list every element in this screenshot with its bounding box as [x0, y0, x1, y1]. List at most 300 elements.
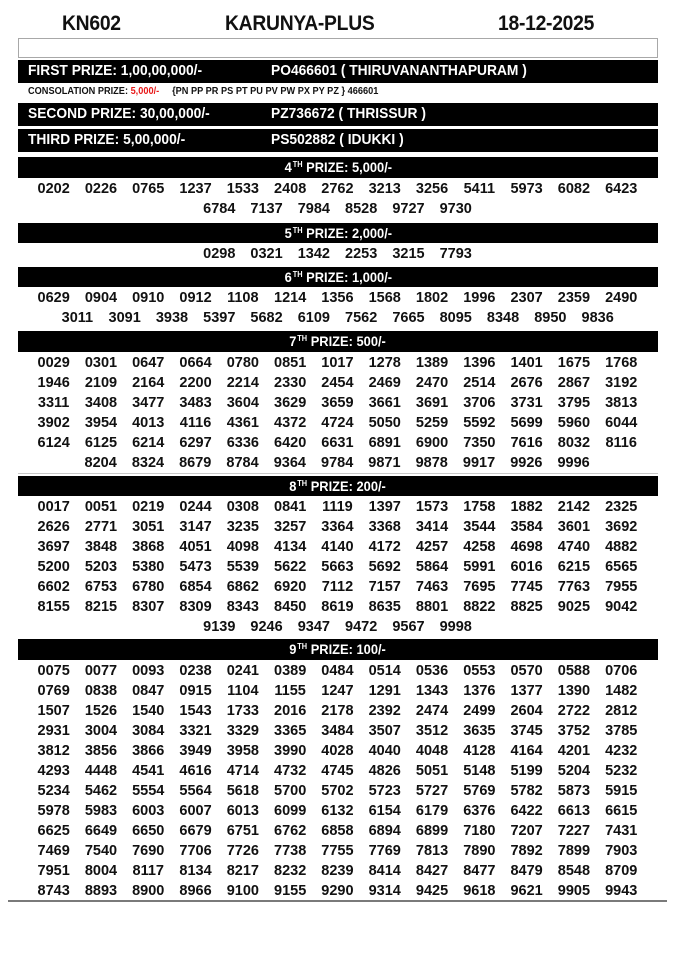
ticket-number: 8477 [463, 863, 496, 879]
ticket-number: 1278 [368, 355, 401, 371]
prize-ordinal: 4 [284, 159, 292, 175]
ticket-number: 0093 [132, 663, 165, 679]
ticket-number: 3368 [368, 519, 401, 535]
ticket-number: 6649 [84, 823, 118, 839]
ticket-number: 9042 [605, 599, 638, 615]
number-row [0, 801, 675, 821]
ticket-number: 5991 [463, 559, 496, 575]
ticket-number: 6631 [321, 435, 354, 451]
ticket-number: 5782 [510, 783, 543, 799]
ticket-number: 5204 [557, 763, 591, 779]
ticket-number: 0912 [179, 290, 212, 306]
ticket-number: 5564 [179, 783, 212, 799]
ticket-number: 3692 [605, 519, 638, 535]
ticket-number: 9567 [392, 619, 425, 635]
ordinal-suffix: TH [292, 226, 303, 235]
ticket-number: 3584 [510, 519, 543, 535]
ticket-number: 1540 [132, 703, 165, 719]
ticket-number: 3868 [132, 539, 165, 555]
ticket-number: 0536 [415, 663, 449, 679]
ticket-number: 4134 [274, 539, 307, 555]
number-row [0, 179, 675, 199]
ticket-number: 1247 [321, 683, 354, 699]
ninth-prize-numbers [0, 661, 675, 901]
ticket-number: 5960 [557, 415, 591, 431]
ticket-number: 0838 [84, 683, 118, 699]
ticket-number: 9155 [274, 883, 307, 899]
ticket-number: 7738 [274, 843, 307, 859]
ticket-number: 0841 [274, 499, 307, 515]
ordinal-suffix: TH [292, 160, 303, 169]
ticket-number: 2514 [463, 375, 496, 391]
ticket-number: 3147 [179, 519, 212, 535]
ticket-number: 5259 [415, 415, 449, 431]
ticket-number: 6297 [179, 435, 212, 451]
ticket-number: 7690 [132, 843, 165, 859]
ticket-number: 7706 [179, 843, 212, 859]
ticket-number: 9100 [226, 883, 259, 899]
ticket-number: 4541 [132, 763, 165, 779]
ticket-number: 0915 [179, 683, 212, 699]
ticket-number: 8117 [132, 863, 164, 879]
ticket-number: 3938 [155, 310, 189, 326]
ticket-number: 8801 [415, 599, 449, 615]
ticket-number: 8450 [274, 599, 307, 615]
ticket-number: 8893 [84, 883, 118, 899]
ticket-number: 4740 [557, 539, 591, 555]
ticket-number: 6650 [132, 823, 165, 839]
ticket-number: 7665 [392, 310, 425, 326]
ticket-number: 2474 [415, 703, 449, 719]
ticket-number: 5983 [84, 803, 118, 819]
ticket-number: 0301 [84, 355, 118, 371]
ticket-number: 6899 [415, 823, 449, 839]
ticket-number: 6858 [321, 823, 354, 839]
ticket-number: 6109 [297, 310, 330, 326]
ticket-number: 0706 [605, 663, 638, 679]
ticket-number: 5473 [179, 559, 212, 575]
fourth-prize-bar [18, 157, 658, 178]
third-prize-ticket: PS502882 ( IDUKKI ) [271, 131, 404, 148]
ticket-number: 9347 [297, 619, 330, 635]
ticket-number: 5199 [510, 763, 543, 779]
sixth-prize-numbers [0, 288, 675, 328]
number-row [0, 681, 675, 701]
ticket-number: 9364 [273, 455, 306, 471]
seventh-prize-numbers [0, 353, 675, 473]
ticket-number: 0238 [179, 663, 212, 679]
ticket-number: 3866 [132, 743, 165, 759]
number-row [0, 821, 675, 841]
ticket-number: 1768 [605, 355, 638, 371]
ticket-number: 8239 [321, 863, 354, 879]
ticket-number: 5727 [415, 783, 449, 799]
second-prize-label: SECOND PRIZE: 30,00,000/- [28, 105, 210, 122]
ticket-number: 7745 [510, 579, 543, 595]
ticket-number: 3213 [368, 181, 401, 197]
ticket-number: 6762 [274, 823, 307, 839]
ticket-number: 1882 [510, 499, 543, 515]
ticket-number: 6044 [605, 415, 638, 431]
ticket-number: 9996 [557, 455, 590, 471]
ticket-number: 5380 [132, 559, 165, 575]
ticket-number: 6862 [226, 579, 259, 595]
ticket-number: 0570 [510, 663, 543, 679]
ticket-number: 5050 [368, 415, 401, 431]
ticket-number: 0308 [226, 499, 259, 515]
ticket-number: 3483 [179, 395, 212, 411]
ticket-number: 3990 [274, 743, 307, 759]
ticket-number: 3795 [557, 395, 591, 411]
ticket-number: 1376 [463, 683, 496, 699]
ticket-number: 6007 [179, 803, 212, 819]
prize-label: PRIZE: 5,000/- [302, 159, 392, 175]
ticket-number: 1291 [368, 683, 401, 699]
ticket-number: 5769 [463, 783, 496, 799]
eighth-prize-numbers [0, 497, 675, 637]
ticket-number: 9290 [321, 883, 354, 899]
ticket-number: 3813 [605, 395, 638, 411]
prize-label: PRIZE: 500/- [307, 333, 387, 349]
ticket-number: 2604 [510, 703, 543, 719]
ticket-number: 8900 [132, 883, 165, 899]
ticket-number: 1017 [321, 355, 354, 371]
ticket-number: 3329 [226, 723, 259, 739]
ticket-number: 2307 [510, 290, 543, 306]
ticket-number: 3856 [84, 743, 118, 759]
ticket-number: 1104 [227, 683, 259, 699]
ticket-number: 7813 [415, 843, 449, 859]
ticket-number: 6099 [274, 803, 307, 819]
ordinal-suffix: TH [297, 642, 308, 651]
ticket-number: 8134 [179, 863, 212, 879]
ticket-number: 6082 [557, 181, 591, 197]
ticket-number: 3731 [510, 395, 543, 411]
ticket-number: 8743 [37, 883, 70, 899]
ticket-number: 6179 [415, 803, 449, 819]
ticket-number: 4826 [368, 763, 401, 779]
fifth-prize-numbers [0, 244, 675, 264]
ticket-number: 8679 [179, 455, 212, 471]
sixth-prize-bar [18, 267, 658, 287]
ticket-number: 2812 [605, 703, 638, 719]
number-row [0, 517, 675, 537]
ticket-number: 3484 [321, 723, 354, 739]
ticket-number: 1390 [557, 683, 591, 699]
ticket-number: 2359 [557, 290, 591, 306]
number-row [0, 308, 675, 328]
ticket-number: 9246 [250, 619, 283, 635]
ticket-number: 2771 [84, 519, 118, 535]
ticket-number: 4732 [274, 763, 307, 779]
ordinal-suffix: TH [297, 479, 308, 488]
empty-banner-box [18, 38, 658, 58]
ticket-number: 1543 [179, 703, 212, 719]
ninth-prize-bar [18, 639, 658, 660]
ticket-number: 3785 [605, 723, 638, 739]
ticket-number: 6423 [605, 181, 638, 197]
ticket-number: 7207 [510, 823, 543, 839]
ticket-number: 3004 [84, 723, 118, 739]
ticket-number: 5539 [226, 559, 259, 575]
ticket-number: 6376 [463, 803, 496, 819]
ticket-number: 9926 [510, 455, 543, 471]
ticket-number: 8822 [463, 599, 496, 615]
ticket-number: 8116 [605, 435, 637, 451]
ticket-number: 6751 [226, 823, 259, 839]
ticket-number: 7769 [368, 843, 401, 859]
fourth-prize-numbers [0, 179, 675, 219]
ticket-number: 2931 [37, 723, 70, 739]
ticket-number: 6420 [274, 435, 307, 451]
ticket-number: 2762 [321, 181, 354, 197]
ticket-number: 0647 [132, 355, 165, 371]
ticket-number: 8427 [415, 863, 449, 879]
ticket-number: 5200 [37, 559, 70, 575]
number-row [0, 741, 675, 761]
ticket-number: 0298 [203, 246, 236, 262]
ticket-number: 0514 [368, 663, 401, 679]
ticket-number: 6013 [226, 803, 259, 819]
fifth-prize-bar [18, 223, 658, 243]
number-row [0, 244, 675, 264]
ticket-number: 9871 [368, 455, 401, 471]
number-row [0, 413, 675, 433]
ticket-number: 5864 [415, 559, 449, 575]
ticket-number: 2408 [274, 181, 307, 197]
ticket-number: 3604 [226, 395, 259, 411]
section-divider [18, 473, 658, 474]
ticket-number: 0389 [274, 663, 307, 679]
ticket-number: 0910 [132, 290, 165, 306]
third-prize-bar [18, 129, 658, 152]
ticket-number: 1401 [510, 355, 543, 371]
ticket-number: 0629 [37, 290, 70, 306]
ticket-number: 5915 [605, 783, 638, 799]
ticket-number: 9943 [605, 883, 638, 899]
ticket-number: 5592 [463, 415, 496, 431]
ticket-number: 7180 [463, 823, 496, 839]
ticket-number: 4028 [321, 743, 354, 759]
ticket-number: 1482 [605, 683, 638, 699]
ticket-number: 3752 [557, 723, 591, 739]
ticket-number: 8548 [557, 863, 591, 879]
ticket-number: 6625 [37, 823, 70, 839]
ticket-number: 6124 [37, 435, 70, 451]
ticket-number: 4232 [605, 743, 638, 759]
ticket-number: 8095 [439, 310, 472, 326]
ticket-number: 6891 [368, 435, 401, 451]
ticket-number: 7227 [557, 823, 591, 839]
ticket-number: 8204 [84, 455, 117, 471]
ticket-number: 5397 [203, 310, 236, 326]
ticket-number: 3902 [37, 415, 70, 431]
ticket-number: 3958 [226, 743, 259, 759]
consolation-label: CONSOLATION PRIZE: [28, 86, 131, 97]
ticket-number: 0241 [226, 663, 259, 679]
ticket-number: 3635 [463, 723, 496, 739]
lottery-name: KARUNYA-PLUS [225, 12, 375, 35]
ticket-number: 5978 [37, 803, 70, 819]
ticket-number: 4448 [84, 763, 118, 779]
ticket-number: 3084 [132, 723, 165, 739]
ticket-number: 1568 [368, 290, 401, 306]
ticket-number: 2253 [345, 246, 378, 262]
ticket-number: 2178 [321, 703, 354, 719]
prize-ordinal: 5 [284, 225, 292, 241]
ticket-number: 3745 [510, 723, 543, 739]
ticket-number: 0847 [132, 683, 165, 699]
number-row [0, 353, 675, 373]
ticket-number: 1397 [368, 499, 401, 515]
ticket-number: 4257 [415, 539, 449, 555]
ticket-number: 1802 [415, 290, 449, 306]
ticket-number: 6920 [274, 579, 307, 595]
prize-ordinal: 7 [289, 333, 297, 349]
ticket-number: 4164 [510, 743, 543, 759]
number-row [0, 861, 675, 881]
ticket-number: 1533 [226, 181, 259, 197]
ticket-number: 7616 [510, 435, 543, 451]
ticket-number: 5873 [557, 783, 591, 799]
ticket-number: 8307 [132, 599, 165, 615]
ticket-number: 3659 [321, 395, 354, 411]
ticket-number: 6854 [179, 579, 212, 595]
ticket-number: 1108 [227, 290, 259, 306]
number-row [0, 199, 675, 219]
ticket-number: 7951 [37, 863, 70, 879]
ticket-number: 8232 [274, 863, 307, 879]
ticket-number: 6336 [226, 435, 259, 451]
consolation-amount: 5,000/- [130, 86, 160, 97]
ticket-number: 5411 [463, 181, 496, 197]
ticket-number: 6900 [415, 435, 449, 451]
ticket-number: 1526 [84, 703, 118, 719]
prize-label: PRIZE: 1,000/- [302, 269, 392, 285]
ticket-number: 1377 [510, 683, 543, 699]
ticket-number: 0769 [37, 683, 70, 699]
ticket-number: 9621 [510, 883, 543, 899]
ticket-number: 7463 [415, 579, 449, 595]
ticket-number: 8155 [37, 599, 70, 615]
ticket-number: 2164 [132, 375, 165, 391]
ticket-number: 6565 [605, 559, 638, 575]
ticket-number: 9314 [368, 883, 401, 899]
ticket-number: 2499 [463, 703, 496, 719]
ticket-number: 3364 [321, 519, 354, 535]
ticket-number: 7540 [84, 843, 118, 859]
ticket-number: 8309 [179, 599, 212, 615]
ticket-number: 8528 [345, 201, 378, 217]
number-row [0, 597, 675, 617]
ticket-number: 8343 [226, 599, 259, 615]
number-row [0, 433, 675, 453]
ticket-number: 3365 [274, 723, 307, 739]
ticket-number: 2490 [605, 290, 638, 306]
ticket-number: 0484 [321, 663, 354, 679]
first-prize-label: FIRST PRIZE: 1,00,00,000/- [28, 62, 203, 79]
ticket-number: 0219 [132, 499, 165, 515]
number-row [0, 577, 675, 597]
ticket-number: 6784 [203, 201, 236, 217]
ticket-number: 1733 [226, 703, 259, 719]
ticket-number: 9917 [462, 455, 496, 471]
ticket-number: 8635 [368, 599, 401, 615]
ticket-number: 4051 [179, 539, 212, 555]
number-row [0, 373, 675, 393]
ticket-number: 0077 [84, 663, 118, 679]
ticket-number: 2470 [415, 375, 449, 391]
ticket-number: 6602 [37, 579, 70, 595]
ticket-number: 9905 [557, 883, 591, 899]
ticket-number: 6894 [368, 823, 401, 839]
ticket-number: 7755 [321, 843, 354, 859]
ticket-number: 3257 [274, 519, 307, 535]
ticket-number: 7955 [605, 579, 638, 595]
ticket-number: 0244 [179, 499, 212, 515]
number-row [0, 661, 675, 681]
ticket-number: 4361 [226, 415, 259, 431]
ticket-number: 4128 [463, 743, 496, 759]
ticket-number: 3321 [179, 723, 212, 739]
ticket-number: 2626 [37, 519, 70, 535]
ticket-number: 4745 [321, 763, 354, 779]
number-row [0, 701, 675, 721]
prize-label: PRIZE: 100/- [307, 641, 387, 657]
ticket-number: 5692 [368, 559, 401, 575]
ticket-number: 6125 [84, 435, 118, 451]
ticket-number: 3256 [415, 181, 449, 197]
ticket-number: 7726 [226, 843, 259, 859]
ticket-number: 8217 [226, 863, 259, 879]
ticket-number: 6615 [605, 803, 638, 819]
ticket-number: 1396 [463, 355, 496, 371]
ticket-number: 2109 [84, 375, 118, 391]
ticket-number: 9618 [463, 883, 496, 899]
first-prize-ticket: PO466601 ( THIRUVANANTHAPURAM ) [271, 62, 527, 79]
ticket-number: 9472 [345, 619, 378, 635]
ticket-number: 7793 [439, 246, 472, 262]
ticket-number: 4040 [368, 743, 401, 759]
first-prize-bar [18, 60, 658, 83]
ticket-number: 7763 [557, 579, 591, 595]
ticket-number: 0664 [179, 355, 212, 371]
ticket-number: 5232 [605, 763, 638, 779]
ticket-number: 7899 [557, 843, 591, 859]
ordinal-suffix: TH [297, 334, 308, 343]
ticket-number: 4714 [226, 763, 259, 779]
ticket-number: 8324 [131, 455, 165, 471]
ticket-number: 3051 [132, 519, 165, 535]
ticket-number: 0321 [250, 246, 283, 262]
ticket-number: 6016 [510, 559, 543, 575]
ticket-number: 3949 [179, 743, 212, 759]
draw-date: 18-12-2025 [498, 12, 595, 35]
ticket-number: 8479 [510, 863, 543, 879]
ticket-number: 1119 [322, 499, 353, 515]
ticket-number: 5462 [84, 783, 118, 799]
ticket-number: 9139 [203, 619, 236, 635]
ticket-number: 1996 [463, 290, 496, 306]
result-header [0, 8, 675, 38]
prize-label: PRIZE: 2,000/- [302, 225, 392, 241]
ticket-number: 6679 [179, 823, 212, 839]
ticket-number: 6780 [132, 579, 165, 595]
ticket-number: 0851 [274, 355, 307, 371]
second-prize-ticket: PZ736672 ( THRISSUR ) [271, 105, 426, 122]
ticket-number: 1356 [321, 290, 354, 306]
ticket-number: 4140 [321, 539, 354, 555]
